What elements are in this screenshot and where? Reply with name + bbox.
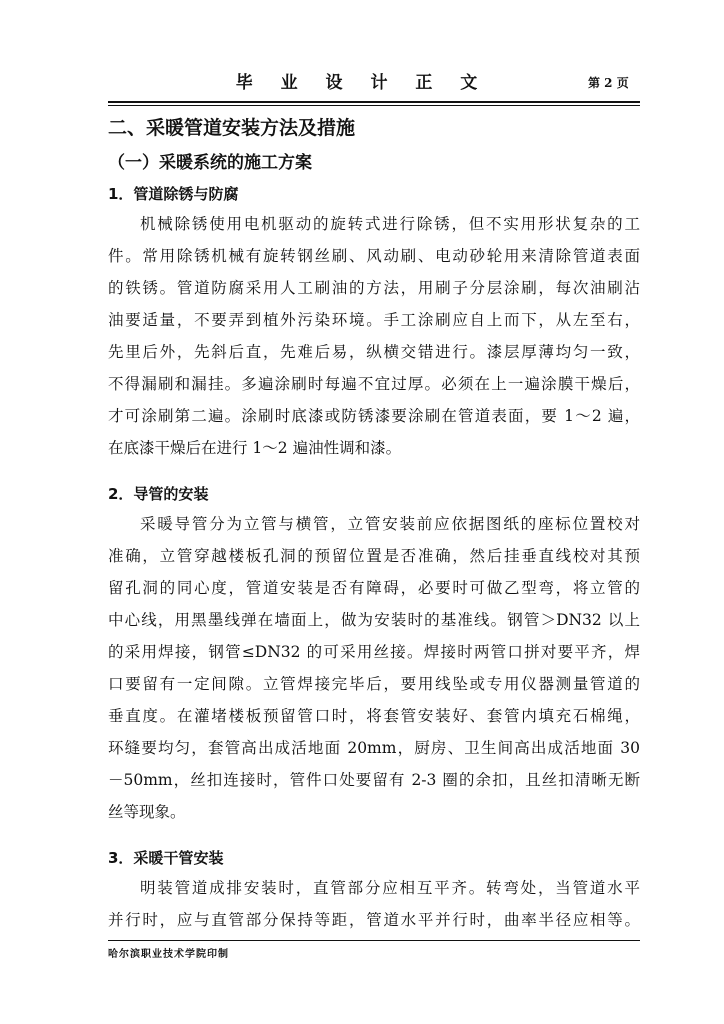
paragraph-line: 先里后外，先斜后直，先难后易，纵横交错进行。漆层厚薄均匀一致， — [108, 343, 640, 361]
paragraph-line: 并行时，应与直管部分保持等距，管道水平并行时，曲率半径应相等。 — [108, 911, 640, 929]
paragraph-line: 留孔洞的同心度，管道安装是否有障碍，必要时可做乙型弯，将立管的 — [108, 579, 640, 597]
paragraph-line: 环缝要均匀，套管高出成活地面 20mm，厨房、卫生间高出成活地面 30 — [108, 739, 640, 757]
item-heading-main-pipe: 3．采暖干管安装 — [108, 849, 224, 867]
paragraph-line: 丝等现象。 — [108, 803, 186, 821]
paragraph-line: 机械除锈使用电机驱动的旋转式进行除锈，但不实用形状复杂的工 — [140, 215, 640, 233]
item-heading-rust-removal: 1．管道除锈与防腐 — [108, 185, 239, 203]
section-title: 二、采暖管道安装方法及措施 — [108, 117, 356, 139]
paragraph-line: 垂直度。在灌堵楼板预留管口时，将套管安装好、套管内填充石棉绳， — [108, 707, 640, 725]
paragraph-line: 口要留有一定间隙。立管焊接完毕后，要用线坠或专用仪器测量管道的 — [108, 675, 640, 693]
page-number: 第 2 页 — [588, 76, 629, 90]
paragraph-line: 采暖导管分为立管与横管，立管安装前应依据图纸的座标位置校对 — [140, 515, 640, 533]
paragraph-rust-removal — [108, 208, 640, 464]
paragraph-line: 在底漆干燥后在进行 1～2 遍油性调和漆。 — [108, 439, 402, 457]
paragraph-line: 油要适量，不要弄到植外污染环境。手工涂刷应自上而下，从左至右， — [108, 311, 640, 329]
paragraph-main-pipe — [108, 872, 640, 936]
paragraph-line: 件。常用除锈机械有旋转钢丝刷、风动刷、电动砂轮用来清除管道表面 — [108, 247, 640, 265]
header-title: 毕 业 设 计 正 文 — [235, 73, 489, 93]
paragraph-line: 准确，立管穿越楼板孔洞的预留位置是否准确，然后挂垂直线校对其预 — [108, 547, 640, 565]
subsection-title: （一）采暖系统的施工方案 — [108, 153, 312, 173]
paragraph-conduit — [108, 508, 640, 828]
paragraph-line: 中心线，用黑墨线弹在墙面上，做为安装时的基准线。钢管＞DN32 以上 — [108, 611, 640, 629]
item-heading-conduit: 2．导管的安装 — [108, 485, 209, 503]
paragraph-line: －50mm，丝扣连接时，管件口处要留有 2-3 圈的余扣，且丝扣清晰无断 — [108, 771, 640, 789]
paragraph-line: 才可涂刷第二遍。涂刷时底漆或防锈漆要涂刷在管道表面，要 1～2 遍， — [108, 407, 640, 425]
footer-text: 哈尔滨职业技术学院印制 — [108, 949, 229, 960]
header-rule-thin — [108, 105, 640, 106]
header-rule-thick — [108, 101, 640, 103]
paragraph-line: 的铁锈。管道防腐采用人工刷油的方法，用刷子分层涂刷，每次油刷沾 — [108, 279, 640, 297]
paragraph-line: 不得漏刷和漏挂。多遍涂刷时每遍不宜过厚。必须在上一遍涂膜干燥后， — [108, 375, 640, 393]
paragraph-line: 明装管道成排安装时，直管部分应相互平齐。转弯处，当管道水平 — [140, 879, 640, 897]
paragraph-line: 的采用焊接，钢管≤DN32 的可采用丝接。焊接时两管口拼对要平齐，焊 — [108, 643, 640, 661]
footer-rule — [108, 940, 640, 941]
